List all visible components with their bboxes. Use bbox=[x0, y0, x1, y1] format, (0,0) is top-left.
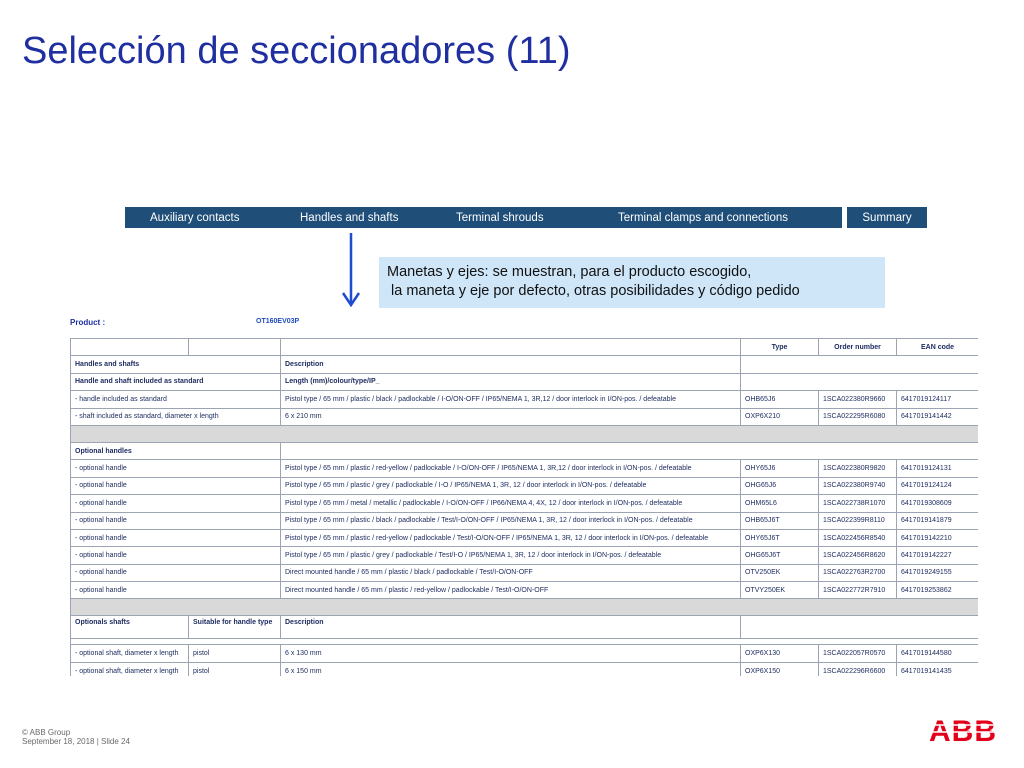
spec-table-wrap bbox=[70, 338, 978, 676]
table-row: - shaft included as standard, diameter x length 6 x 210 mm OXP6X210 1SCA022295R6080 6417019141442 bbox=[71, 408, 979, 425]
callout-box bbox=[379, 257, 885, 308]
table-row: - optional handle Pistol type / 65 mm / plastic / grey / padlockable / Test/I-O / IP65/NEMA 1, 3R, 12 / door interlock in I/ON-pos. / defeatable OHG65J6T 1SCA022456R8620 6417019142227 bbox=[71, 547, 979, 564]
table-row: - optional handle Direct mounted handle / 65 mm / plastic / red-yellow / padlockable / Test/I-O/ON-OFF OTVY250EK 1SCA022772R7910 6417019253862 bbox=[71, 582, 979, 599]
abb-logo bbox=[928, 716, 998, 744]
col-header-type: Type bbox=[741, 339, 819, 356]
section-description: Description bbox=[281, 356, 741, 373]
slide-title: Selección de seccionadores (11) bbox=[22, 30, 571, 72]
product-label: Product : bbox=[70, 318, 106, 327]
table-row: - optional handle Pistol type / 65 mm / plastic / grey / padlockable / I-O / IP65/NEMA 1, 3R, 12 / door interlock in I/ON-pos. / defeatable OHG65J6 1SCA022380R9740 6417019124124 bbox=[71, 477, 979, 494]
section-description: Length (mm)/colour/type/IP_ bbox=[281, 373, 741, 390]
table-row: - optional shaft, diameter x length pistol 6 x 150 mm OXP6X150 1SCA022296R6600 6417019141435 bbox=[71, 662, 979, 676]
product-row bbox=[70, 318, 470, 332]
section-suitable: Suitable for handle type bbox=[189, 616, 281, 639]
table-header-row bbox=[71, 339, 979, 356]
nav-tab-terminal-clamps[interactable]: Terminal clamps and connections bbox=[618, 212, 789, 224]
section-title: Handles and shafts bbox=[71, 356, 281, 373]
callout-line-2: la maneta y eje por defecto, otras posibilidades y código pedido bbox=[387, 283, 800, 299]
section-title: Optional handles bbox=[71, 442, 281, 459]
footer-date-slide: September 18, 2018 | Slide 24 bbox=[22, 737, 130, 746]
section-row-optional bbox=[71, 442, 979, 459]
table-row: - optional handle Pistol type / 65 mm / plastic / red-yellow / padlockable / I-O/ON-OFF / IP65/NEMA 1, 3R,12 / door interlock in I/ON-pos. / defeatable OHY65J6 1SCA022380R9820 6417019124131 bbox=[71, 460, 979, 477]
section-title: Optionals shafts bbox=[71, 616, 189, 639]
separator-row bbox=[71, 599, 979, 616]
nav-tab-auxiliary-contacts[interactable]: Auxiliary contacts bbox=[150, 212, 240, 224]
down-arrow-icon bbox=[341, 233, 361, 307]
footer bbox=[22, 728, 130, 746]
callout-line-1: Manetas y ejes: se muestran, para el producto escogido, bbox=[387, 264, 752, 280]
col-header-ean: EAN code bbox=[897, 339, 979, 356]
section-row-shafts bbox=[71, 616, 979, 639]
footer-copyright: © ABB Group bbox=[22, 728, 71, 737]
table-row: - optional shaft, diameter x length pistol 6 x 130 mm OXP6X130 1SCA022057R0570 6417019144580 bbox=[71, 645, 979, 662]
table-row: - handle included as standard Pistol type / 65 mm / plastic / black / padlockable / I-O/ON-OFF / IP65/NEMA 1, 3R,12 / door interlock in I/ON-pos. / defeatable OHB65J6 1SCA022380R9660 6417019124117 bbox=[71, 391, 979, 408]
table-row: - optional handle Direct mounted handle / 65 mm / plastic / black / padlockable / Test/I-O/ON-OFF OTV250EK 1SCA022763R2700 6417019249155 bbox=[71, 564, 979, 581]
separator-row bbox=[71, 425, 979, 442]
nav-bar bbox=[125, 207, 842, 228]
table-row: - optional handle Pistol type / 65 mm / plastic / black / padlockable / Test/I-O/ON-OFF / IP65/NEMA 1, 3R, 12 / door interlock in I/ON-pos. / defeatable OHB65J6T 1SCA022399R8110 6417019141879 bbox=[71, 512, 979, 529]
nav-tab-summary[interactable]: Summary bbox=[847, 207, 927, 228]
product-value: OT160EV03P bbox=[256, 318, 300, 325]
section-row-handles bbox=[71, 356, 979, 373]
col-header-order: Order number bbox=[819, 339, 897, 356]
table-row: - optional handle Pistol type / 65 mm / metal / metallic / padlockable / I-O/ON-OFF / IP66/NEMA 4, 4X, 12 / door interlock in I/ON-pos. / defeatable OHM65L6 1SCA022738R1070 6417019308609 bbox=[71, 495, 979, 512]
table-row: - optional handle Pistol type / 65 mm / plastic / red-yellow / padlockable / Test/I-O/ON-OFF / IP65/NEMA 1, 3R, 12 / door interlock in I/ON-pos. / defeatable OHY65J6T 1SCA022456R8540 6417019142210 bbox=[71, 529, 979, 546]
section-description: Description bbox=[281, 616, 741, 639]
section-row-standard bbox=[71, 373, 979, 390]
svg-text:ABB: ABB bbox=[929, 716, 997, 744]
nav-tab-terminal-shrouds[interactable]: Terminal shrouds bbox=[456, 212, 544, 224]
spec-table bbox=[70, 338, 978, 676]
section-title: Handle and shaft included as standard bbox=[71, 373, 281, 390]
nav-tab-handles-and-shafts[interactable]: Handles and shafts bbox=[300, 212, 399, 224]
